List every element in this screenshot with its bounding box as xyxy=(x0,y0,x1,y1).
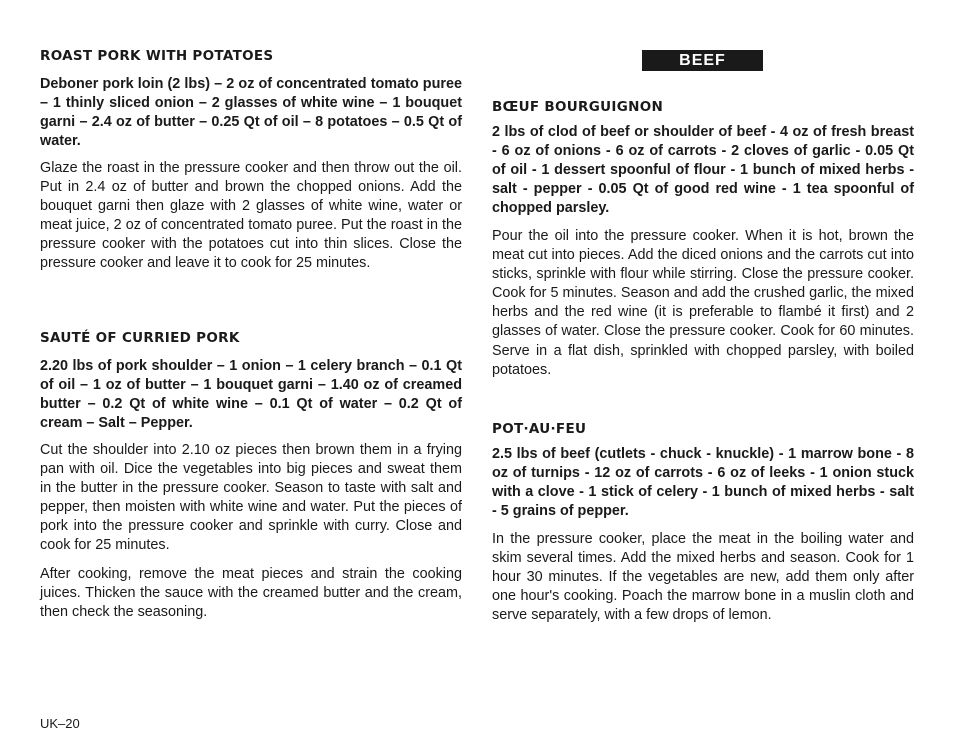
recipe-ingredients-pot-au-feu: 2.5 lbs of beef (cutlets - chuck - knuckle) - 1 marrow bone - 8 oz of turnips - 12 oz of carrots - 6 oz of leeks - 1 onion stuck with a clove - 1 stick of celery - 1 bunch of mixed herbs - salt - 5 grains of pepper. xyxy=(492,446,914,520)
recipe-steps-boeuf-bourguignon: Pour the oil into the pressure cooker. When it is hot, brown the meat cut into pieces. Add the diced onions and the carrots cut into sticks, sprinkle with flour while stirring. Close the pressure cooker. Cook for 5 minutes. Season and add the crushed garlic, the mixed herbs and the red wine (it is preferable to flambé it first) and 2 glasses of water. Close the pressure cooker. Cook for 60 minutes. Serve in a flat dish, sprinkled with chopped parsley, with boiled potatoes. xyxy=(492,228,914,378)
recipe-steps-curried-pork-2: After cooking, remove the meat pieces and strain the cooking juices. Thicken the sauce with the creamed butter and the cream, then check the seasoning. xyxy=(40,566,462,621)
recipe-steps-curried-pork: Cut the shoulder into 2.10 oz pieces then brown them in a frying pan with oil. Dice the vegetables into big pieces and sweat them in the butter in the pressure cooker. Season to taste with salt and pepper, then moisten with white wine and water. Put the pieces of pork into the pressure cooker and sprinkle with curry. Close and cook for 25 minutes. xyxy=(40,442,462,554)
page-number: UK–20 xyxy=(40,716,80,731)
section-tab-beef: BEEF xyxy=(642,50,763,71)
recipe-title-boeuf-bourguignon: BŒUF BOURGUIGNON xyxy=(492,99,664,115)
recipe-ingredients-boeuf-bourguignon: 2 lbs of clod of beef or shoulder of beef - 4 oz of fresh breast - 6 oz of onions - 6 oz of carrots - 2 cloves of garlic - 0.05 Qt of oil - 1 dessert spoonful of flour - 1 bunch of mixed herbs - salt - pepper - 0.05 Qt of good red wine - 1 tea spoonful of chopped parsley. xyxy=(492,124,914,217)
recipe-title-pot-au-feu: POT·AU·FEU xyxy=(492,421,587,437)
recipe-steps-pot-au-feu: In the pressure cooker, place the meat in the boiling water and skim several times. Add the mixed herbs and season. Cook for 1 hour 30 minutes. If the vegetables are new, add them only after one hour's cooking. Poach the marrow bone in a muslin cloth and serve separately, with a few drops of lemon. xyxy=(492,531,914,624)
recipe-steps-roast-pork: Glaze the roast in the pressure cooker and then throw out the oil. Put in 2.4 oz of butter and brown the chopped onions. Add the bouquet garni then glaze with 2 glasses of white wine, water or meat juice, 2 oz of concentrated tomato puree. Put the roast in the pressure cooker with the potatoes cut into thin slices. Close the pressure cooker and leave it to cook for 25 minutes. xyxy=(40,160,462,272)
recipe-ingredients-curried-pork: 2.20 lbs of pork shoulder – 1 onion – 1 celery branch – 0.1 Qt of oil – 1 oz of butter – 1 bouquet garni – 1.40 oz of creamed butter – 0.2 Qt of white wine – 0.1 Qt of water – 0.2 Qt of cream – Salt – Pepper. xyxy=(40,358,462,432)
recipe-title-roast-pork: ROAST PORK WITH POTATOES xyxy=(40,48,274,64)
recipe-ingredients-roast-pork: Deboner pork loin (2 lbs) – 2 oz of concentrated tomato puree – 1 thinly sliced onion – 2 glasses of white wine – 1 bouquet garni – 2.4 oz of butter – 0.25 Qt of oil – 8 potatoes – 0.5 Qt of water. xyxy=(40,76,462,150)
recipe-title-curried-pork: SAUTÉ OF CURRIED PORK xyxy=(40,330,240,346)
